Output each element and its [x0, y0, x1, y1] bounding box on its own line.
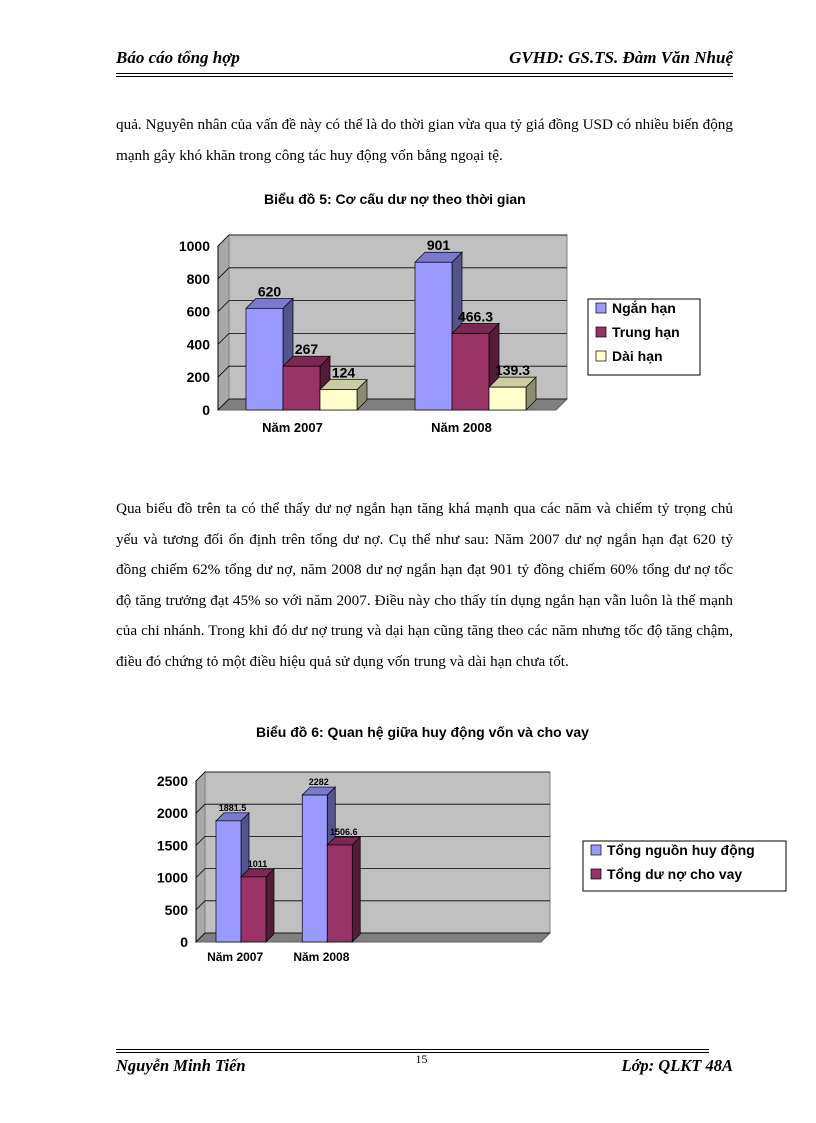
bar — [302, 795, 327, 942]
bar — [489, 387, 526, 410]
footer-author: Nguyễn Minh Tiến — [116, 1056, 246, 1075]
y-tick-label: 1000 — [156, 869, 188, 886]
bar — [327, 845, 352, 942]
legend-label: Tổng nguồn huy động — [607, 842, 755, 858]
chart5-svg — [170, 225, 710, 445]
data-label: 1506.6 — [329, 826, 358, 837]
chart6-svg — [140, 762, 790, 972]
chart5-title: Biểu đồ 5: Cơ cấu dư nợ theo thời gian — [264, 191, 526, 207]
y-tick-label: 0 — [180, 934, 188, 950]
header-rule-thin — [116, 76, 733, 77]
plot-side-wall — [218, 235, 229, 410]
header-report-title: Báo cáo tổng hợp — [116, 48, 240, 67]
legend-swatch — [596, 327, 606, 337]
legend-label: Dài hạn — [612, 348, 663, 364]
legend-label: Tổng dư nợ cho vay — [607, 866, 743, 882]
bar — [320, 390, 357, 410]
y-tick-label: 2000 — [156, 805, 188, 822]
x-category-label: Năm 2007 — [207, 950, 264, 964]
legend-label: Trung hạn — [612, 324, 680, 340]
footer-class: Lớp: QLKT 48A — [621, 1056, 733, 1075]
intro-paragraph: quả. Nguyên nhân của vấn đề này có thể là do thời gian vừa qua tỷ giá đồng USD có nhiều biến động mạnh gây khó khăn trong công tác huy động vốn bằng ngoại tệ. — [116, 116, 733, 164]
data-label: 267 — [294, 341, 319, 358]
data-label: 124 — [331, 364, 356, 381]
y-tick-label: 2500 — [156, 773, 188, 789]
x-category-label: Năm 2008 — [293, 950, 350, 964]
legend-label: Ngắn hạn — [612, 300, 676, 316]
y-tick-label: 500 — [164, 901, 188, 918]
data-label: 466.3 — [457, 308, 494, 325]
chart6-title: Biểu đồ 6: Quan hệ giữa huy động vốn và cho vay — [256, 724, 589, 740]
bar-side — [266, 869, 274, 942]
data-label: 1881.5 — [218, 802, 247, 813]
y-tick-label: 1000 — [178, 238, 210, 254]
page-number: 15 — [415, 1052, 428, 1066]
bar — [216, 821, 241, 942]
y-tick-label: 600 — [186, 303, 210, 320]
page-header — [116, 48, 733, 72]
plot-side-wall — [196, 772, 205, 942]
legend-swatch — [596, 351, 606, 361]
bar — [283, 366, 320, 410]
legend-swatch — [591, 869, 601, 879]
bar-side — [352, 837, 360, 942]
header-rule — [116, 73, 733, 74]
data-label: 620 — [257, 283, 282, 300]
data-label: 2282 — [308, 777, 329, 788]
data-label: 139.3 — [494, 362, 531, 379]
y-tick-label: 1500 — [156, 837, 188, 854]
y-tick-label: 200 — [186, 369, 210, 386]
footer-rule — [116, 1049, 709, 1050]
legend-swatch — [596, 303, 606, 313]
y-tick-label: 400 — [186, 336, 210, 353]
bar — [452, 334, 489, 410]
x-category-label: Năm 2007 — [262, 420, 323, 435]
analysis-paragraph: Qua biểu đồ trên ta có thể thấy dư nợ ngắn hạn tăng khá mạnh qua các năm và chiếm tỷ trọng chủ yếu và tương đối ổn định trên tổng dư nợ. Cụ thể như sau: Năm 2007 dư nợ ngắn hạn đạt 620 tỷ đồng chiếm 62% tổng dư nợ, năm 2008 dư nợ ngắn hạn đạt 901 tỷ đồng chiếm 60% tổng dư nợ tốc độ tăng trưởng đạt 45% so với năm 2007. Điều này cho thấy tín dụng ngắn hạn vẫn luôn là thế mạnh của chi nhánh. Trong khi đó dư nợ trung và dại hạn cũng tăng theo các năm nhưng tốc độ tăng chậm, điều đó chứng tỏ một điều hiệu quả sử dụng vốn trung và dài hạn chưa tốt. — [116, 500, 733, 670]
x-category-label: Năm 2008 — [431, 420, 492, 435]
bar — [415, 262, 452, 410]
data-label: 901 — [426, 237, 451, 254]
bar — [246, 308, 283, 410]
legend-swatch — [591, 845, 601, 855]
header-supervisor: GVHD: GS.TS. Đàm Văn Nhuệ — [509, 48, 733, 67]
y-tick-label: 800 — [186, 270, 210, 287]
bar — [241, 877, 266, 942]
data-label: 1011 — [247, 858, 268, 869]
y-tick-label: 0 — [202, 402, 210, 418]
